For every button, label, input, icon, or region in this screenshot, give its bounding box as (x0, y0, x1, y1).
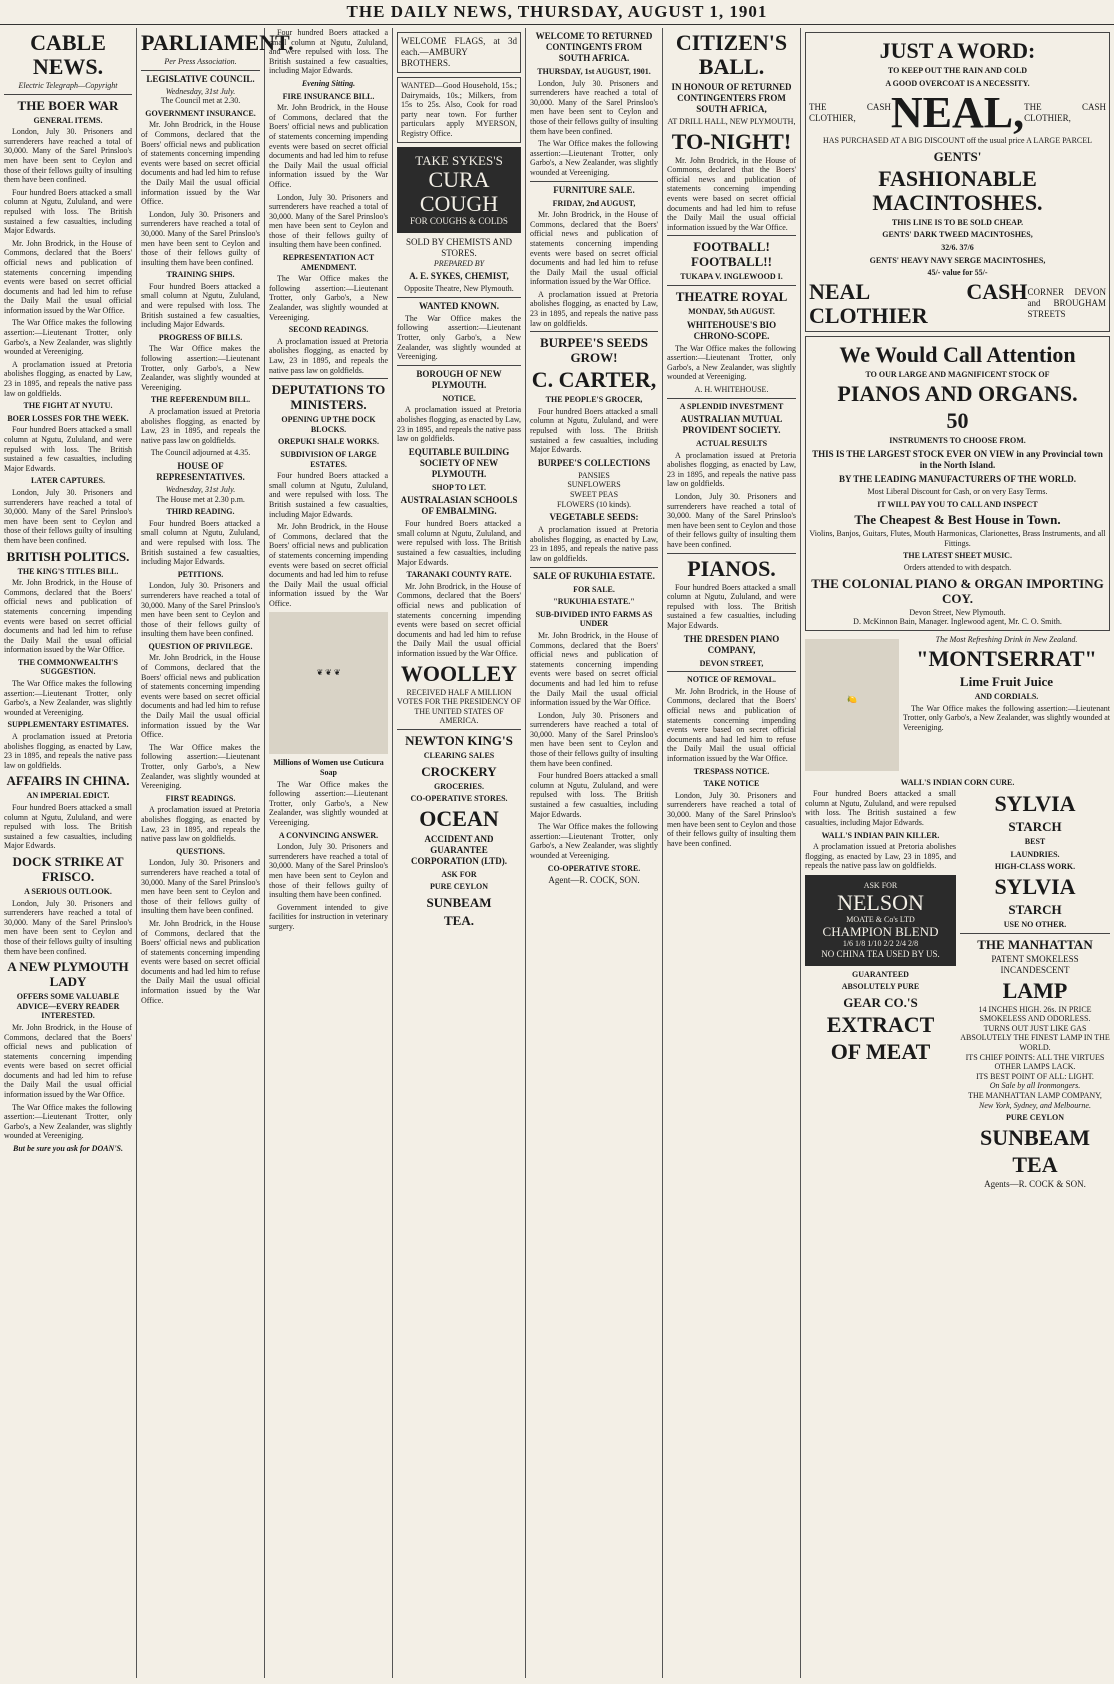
latest-music: THE LATEST SHEET MUSIC. (903, 551, 1012, 561)
paragraph: A proclamation issued at Pretoria abolishes flogging, as enacted by Law, 23 in 1895, and repeals the native pass law on goldfields. (4, 359, 132, 398)
monday-date: MONDAY, 5th AUGUST. (688, 306, 775, 316)
press-association: Per Press Association. (164, 57, 237, 66)
rukuhia-estate: "RUKUHIA ESTATE." (553, 597, 635, 607)
sykes-address: Opposite Theatre, New Plymouth. (404, 284, 514, 294)
manager-label: D. McKinnon Bain, Manager. Inglewood agent, Mr. C. O. Smith. (853, 617, 1062, 627)
sunbeam-label: SUNBEAM (426, 894, 492, 910)
sweet-peas-item: SWEET PEAS (569, 490, 619, 499)
burpees-heading: BURPEE'S SEEDS GROW! (539, 335, 648, 366)
paragraph: The War Office makes the following assertion:—Lieutenant Trotter, only Garbo's, a New Zealander, was slightly wounded at Vereeniging. (903, 703, 1110, 733)
council-met: The Council met at 2.30. (160, 96, 241, 106)
supplementary-heading: SUPPLEMENTARY ESTIMATES. (7, 720, 129, 730)
training-ships-heading: TRAINING SHIPS. (166, 270, 235, 280)
clearing-sales-heading: CLEARING SALES (423, 750, 495, 760)
paragraph: Mr. John Brodrick, in the House of Commons, declared that the Boers' official news and publication of statements concerning impending events were based on secret official documents and had led him to refuse the Daily Mail the usual official information issued by the War Office. (269, 522, 388, 608)
neal-brand: NEAL, (890, 88, 1025, 138)
coop-store: CO-OPERATIVE STORE. (547, 863, 641, 873)
representation-heading: REPRESENTATION ACT AMENDMENT. (282, 253, 375, 272)
british-politics-heading: BRITISH POLITICS. (6, 548, 130, 564)
welcome-flags-ad: WELCOME FLAGS, at 3d each.—AMBURY BROTHERS. (397, 32, 521, 73)
taranaki-heading: TARANAKI COUNTY RATE. (406, 570, 512, 580)
paragraph: Four hundred Boers attacked a small column at Ngutu, Zululand, and were repulsed with loss. The British sustained a few casualties, including Major Edwards. (667, 582, 796, 630)
instruments-label: INSTRUMENTS TO CHOOSE FROM. (889, 436, 1026, 446)
flowers-item: FLOWERS (10 kinds). (557, 499, 631, 509)
splendid-heading: A SPLENDID INVESTMENT (679, 401, 784, 411)
shop-let-heading: SHOP TO LET. (431, 482, 487, 492)
new-york-label: New York, Sydney, and Melbourne. (979, 1100, 1091, 1110)
paragraph: A proclamation issued at Pretoria abolishes flogging, as enacted by Law, 23 in 1895, and repeals the native pass law on goldfields. (141, 407, 260, 445)
use-no-other: USE NO OTHER. (1003, 920, 1067, 930)
dark-tweed: GENTS' DARK TWEED MACINTOSHES, (882, 230, 1033, 240)
ironmongers: On Sale by all Ironmongers. (989, 1081, 1081, 1091)
manhattan-company: THE MANHATTAN LAMP COMPANY, (968, 1091, 1102, 1100)
neal-cash-clothier: NEAL CASH CLOTHIER (809, 278, 1028, 328)
starch-one: STARCH (1008, 819, 1062, 835)
paragraph: A proclamation issued at Pretoria abolishes flogging, as enacted by Law, 23 in 1895, and repeals the native pass law on goldfields. (269, 336, 388, 375)
purchased-line: HAS PURCHASED AT A BIG DISCOUNT off the usual price A LARGE PARCEL (822, 136, 1093, 146)
paragraph: Four hundred Boers attacked a small column at Ngutu, Zululand, and were repulsed with loss. The British sustained a few casualties, including Major Edwards. (530, 771, 658, 819)
column-ads-2 (526, 28, 663, 1678)
ocean-heading: OCEAN (419, 805, 499, 831)
whitehouse-heading: WHITEHOUSE'S BIO CHRONO-SCOPE. (686, 319, 777, 341)
drill-hall: AT DRILL HALL, NEW PLYMOUTH, (667, 117, 796, 126)
walls-corn-cure: WALL'S INDIAN CORN CURE. (900, 777, 1015, 787)
theatre-heading: THEATRE ROYAL (675, 288, 788, 304)
paragraph: The War Office makes the following assertion:—Lieutenant Trotter, only Garbo's, a New Zealander, was slightly wounded at Vereeniging. (269, 274, 388, 322)
take-notice-heading: TAKE NOTICE (703, 779, 760, 789)
pure-ceylon-label: PURE CEYLON (429, 882, 488, 892)
sykes-product: CURA COUGH (419, 166, 499, 216)
absolutely-pure: ABSOLUTELY PURE (841, 982, 920, 992)
paragraph: London, July 30. Prisoners and surrenderers have reached a total of 30,000. Many of the Sarel Prinsloo's men have been sent to Ceylon and those of their fellows guilty of insulting them have been confined. (4, 898, 132, 956)
honour-label: IN HONOUR OF RETURNED CONTINGENTERS FROM SOUTH AFRICA, (671, 82, 792, 114)
questions-heading: QUESTIONS. (176, 846, 225, 856)
paragraph: Mr. John Brodrick, in the House of Commons, declared that the Boers' official news and publication of statements concerning impending events were based on secret official documents and had led him to refuse the Daily Mail the usual official information issued by the War Office. (4, 1022, 132, 1100)
column-large-ads (801, 28, 1114, 1678)
ocean-sub: ACCIDENT AND GUARANTEE CORPORATION (LTD). (410, 833, 507, 866)
stock-of: TO OUR LARGE AND MAGNIFICENT STOCK OF (865, 369, 1050, 379)
paragraph: The War Office makes the following assertion:—Lieutenant Trotter, only Garbo's, a New Zealander, was slightly wounded at Vereeniging. (4, 679, 132, 717)
lime-juice: Lime Fruit Juice (959, 674, 1054, 690)
paragraph: Four hundred Boers attacked a small column at Ngutu, Zululand, and were repulsed with loss. The British sustained a few casualties, including Major Edwards. (805, 789, 956, 828)
of-meat-label: OF MEAT (830, 1039, 931, 1064)
council-adjourned: The Council adjourned at 4.35. (150, 448, 251, 458)
nelson-sub: MOATE & Co's LTD (846, 914, 915, 924)
evening-sitting: Evening Sitting. (301, 78, 356, 88)
furniture-heading: FURNITURE SALE. (553, 184, 635, 195)
newton-king-heading: NEWTON KING'S (405, 732, 513, 748)
paragraph: Four hundred Boers attacked a small column at Ngutu, Zululand, and were repulsed with loss. The British sustained a few casualties, including Major Edwards. (269, 471, 388, 519)
paragraph: A proclamation issued at Pretoria abolishes flogging, as enacted by Law, 23 in 1895, and repeals the native pass law on goldfields. (4, 732, 132, 770)
colonial-piano: THE COLONIAL PIANO & ORGAN IMPORTING COY. (811, 575, 1104, 606)
cable-news-title: CABLE NEWS. (30, 30, 106, 79)
paragraph: Mr. John Brodrick, in the House of Commons, declared that the Boers' official news and publication of statements concerning impending events were based on secret official documents and had led him to refuse the Daily Mail the usual official information issued by the War Office. (141, 653, 260, 740)
paragraph: A proclamation issued at Pretoria abolishes flogging, as enacted by Law, 23 in 1895, and repeals the native pass law on goldfields. (805, 842, 956, 871)
paragraph: A proclamation issued at Pretoria abolishes flogging, as enacted by Law, 23 in 1895, and repeals the native pass law on goldfields. (667, 450, 796, 489)
house-date: Wednesday, 31st July. (165, 484, 236, 494)
dock-blocks-heading: OPENING UP THE DOCK BLOCKS. (281, 415, 376, 434)
paragraph: The War Office makes the following assertion:—Lieutenant Trotter, only Garbo's, a New Zealander, was slightly wounded at Vereeniging. (397, 313, 521, 362)
paragraph: Mr. John Brodrick, in the House of Commons, declared that the Boers' official news and publication of statements concerning impending events were based on secret official documents and had led him to refuse the Daily Mail the usual official information issued by the War Office. (530, 630, 658, 708)
equitable-heading: EQUITABLE BUILDING SOCIETY OF NEW PLYMOUTH. (408, 446, 510, 479)
woolley-sub: RECEIVED HALF A MILLION VOTES FOR THE PRESIDENCY OF THE UNITED STATES OF AMERICA. (397, 687, 522, 726)
pansies-item: PANSIES (578, 470, 610, 480)
women-faces-icon: ❦ ❦ ❦ (316, 668, 341, 678)
actual-results: ACTUAL RESULTS (695, 439, 768, 449)
price-two: 45/- value for 55/- (927, 268, 988, 278)
orepuki-heading: OREPUKI SHALE WORKS. (278, 437, 379, 447)
coop-stores-heading: CO-OPERATIVE STORES. (410, 794, 508, 804)
house-heading: HOUSE OF REPRESENTATIVES. (156, 460, 245, 482)
tonight-heading: TO-NIGHT! (671, 128, 792, 154)
nelson-tea-ad (805, 875, 956, 966)
paragraph: London, July 30. Prisoners and surrenderers have reached a total of 30,000. Many of the Sarel Prinsloo's men have been sent to Ceylon and those of their fellows guilty of insulting them have been confined. (141, 209, 260, 267)
peoples-grocer: THE PEOPLE'S GROCER, (545, 395, 643, 405)
macintoshes-label: FASHIONABLE MACINTOSHES. (872, 165, 1043, 215)
trespass-heading: TRESPASS NOTICE. (693, 766, 770, 776)
first-readings-heading: FIRST READINGS. (165, 793, 236, 803)
pianos-organs: PIANOS AND ORGANS. (837, 381, 1078, 407)
general-items-heading: GENERAL ITEMS. (33, 115, 103, 125)
paragraph: The War Office makes the following assertion:—Lieutenant Trotter, only Garbo's, a New Zealander, was slightly wounded at Vereeniging. (141, 742, 260, 791)
welcome-heading: WELCOME TO RETURNED CONTINGENTS FROM SOUTH AFRICA. (535, 31, 653, 63)
paragraph: The War Office makes the following assertion:—Lieutenant Trotter, only Garbo's, a New Zealander, was slightly wounded at Vereeniging. (4, 318, 132, 357)
fire-insurance-heading: FIRE INSURANCE BILL. (282, 91, 375, 101)
agent-label: Agent—R. COCK, SON. (548, 875, 640, 886)
starch-two: STARCH (1008, 902, 1062, 918)
parliament-title: PARLIAMENT. (141, 30, 294, 55)
kings-titles-heading: THE KING'S TITLES BILL. (17, 566, 119, 576)
tea-brand: TEA (1012, 1151, 1058, 1177)
house-met: The House met at 2.30 p.m. (156, 494, 245, 504)
pay-you: IT WILL PAY YOU TO CALL AND INSPECT (877, 499, 1038, 509)
cheapest-house: The Cheapest & Best House in Town. (854, 512, 1061, 528)
smokeless-label: SMOKELESS AND ODORLESS. (979, 1014, 1091, 1024)
column-ads-1 (393, 28, 526, 1678)
burpee-collections: BURPEE'S COLLECTIONS (537, 457, 651, 468)
extract-label: EXTRACT (826, 1012, 935, 1037)
vegetable-seeds: VEGETABLE SEEDS: (549, 512, 639, 523)
paragraph: Four hundred Boers attacked a small column at Ngutu, Zululand, and were repulsed with loss. The British sustained a few casualties, including Major Edwards. (4, 187, 132, 236)
sunflowers-item: SUNFLOWERS (567, 480, 621, 490)
neal-ad (805, 32, 1110, 332)
boer-war-heading: THE BOER WAR (17, 97, 119, 113)
crockery-heading: CROCKERY (421, 763, 497, 779)
cash-clothier-right: THE CASH CLOTHIER, (1024, 102, 1106, 124)
devon-street: DEVON STREET, (699, 658, 764, 668)
wanted-known-heading: WANTED KNOWN. (418, 300, 499, 311)
convincing-heading: A CONVINCING ANSWER. (278, 830, 379, 840)
column-parliament-continued (265, 28, 393, 1678)
largest-stock: THIS IS THE LARGEST STOCK EVER ON VIEW in any Provincial town in the North Island. (812, 448, 1103, 470)
montserrat-tag: The Most Refreshing Drink in New Zealand. (935, 634, 1078, 644)
necessity: A GOOD OVERCOAT IS A NECESSITY. (885, 78, 1030, 88)
piano-ad (805, 336, 1110, 631)
paragraph: Mr. John Brodrick, in the House of Commons, declared that the Boers' official news and publication of statements concerning impending events were based on secret official documents and had led him to refuse the Daily Mail the usual official information issued by the War Office. (397, 581, 521, 658)
sykes-sub: FOR COUGHS & COLDS (410, 215, 508, 226)
column-cable-news (0, 28, 137, 1678)
patent-label: PATENT SMOKELESS INCANDESCENT (991, 953, 1079, 975)
cable-news-subtitle: Electric Telegraph—Copyright (18, 81, 118, 90)
sykes-brand: TAKE SYKES'S (415, 152, 503, 168)
removal-heading: NOTICE OF REMOVAL. (686, 675, 777, 685)
sykes-ad (397, 147, 521, 233)
citizens-ball-heading: CITIZEN'S BALL. (675, 30, 788, 79)
best-point: ITS BEST POINT OF ALL: LIGHT. (976, 1071, 1094, 1081)
govt-insurance-heading: GOVERNMENT INSURANCE. (145, 108, 256, 118)
manufacturers: BY THE LEADING MANUFACTURERS OF THE WORLD. (839, 473, 1076, 484)
subdivision-heading: SUBDIVISION OF LARGE ESTATES. (280, 449, 377, 469)
nelson-ask: ASK FOR (863, 881, 898, 891)
high-class-work: HIGH-CLASS WORK. (994, 862, 1076, 872)
walls-pain-killer: WALL'S INDIAN PAIN KILLER. (821, 830, 940, 840)
cear-label: GEAR CO.'S (843, 995, 918, 1010)
lamp-label: LAMP (1002, 977, 1068, 1003)
sykes-chemist: A. E. SYKES, CHEMIST, (409, 271, 509, 282)
tukapa-label: TUKAPA V. INGLEWOOD I. (680, 272, 783, 282)
paragraph: Mr. John Brodrick, in the House of Commons, declared that the Boers' official news and publication of statements concerning impending events were based on secret official documents and had led him to refuse the Daily Mail the usual official information issued by the War Office. (141, 120, 260, 207)
council-date: Wednesday, 31st July. (165, 86, 236, 96)
paragraph: London, July 30. Prisoners and surrenderers have reached a total of 30,000. Many of the Sarel Prinsloo's men have been sent to Ceylon and those of their fellows guilty of insulting them have been confined. (667, 790, 796, 848)
paragraph: London, July 30. Prisoners and surrenderers have reached a total of 30,000. Many of the Sarel Prinsloo's men have been sent to Ceylon and those of their fellows guilty of insulting them have been confined. (141, 581, 260, 639)
cash-clothier-left: THE CASH CLOTHIER, (809, 102, 891, 124)
affairs-china-heading: AFFAIRS IN CHINA. (6, 773, 130, 789)
whitehouse-signature: A. H. WHITEHOUSE. (694, 384, 769, 394)
paragraph: London, July 30. Prisoners and surrenderers have reached a total of 30,000. Many of the Sarel Prinsloo's men have been sent to Ceylon and those of their fellows guilty of insulting them have been confined. (530, 78, 658, 136)
paragraph: Four hundred Boers attacked a small column at Ngutu, Zululand, and were repulsed with loss. The British sustained a few casualties, including Major Edwards. (141, 518, 260, 567)
borough-heading: BOROUGH OF NEW PLYMOUTH. (416, 368, 502, 390)
prepared-by: PREPARED BY (433, 258, 485, 268)
paragraph: The War Office makes the following assertion:—Lieutenant Trotter, only Garbo's, a New Zealander, was slightly wounded at Vereeniging. (530, 139, 658, 177)
plymouth-lady-sub: OFFERS SOME VALUABLE ADVICE—EVERY READER INTERESTED. (16, 992, 120, 1021)
subdivided-label: SUB-DIVIDED INTO FARMS AS UNDER (535, 609, 653, 629)
column-ads-3 (663, 28, 801, 1678)
paragraph: Four hundred Boers attacked a small column at Ngutu, Zululand, and were repulsed with loss. The British sustained a few casualties, including Major Edwards. (530, 406, 658, 455)
finest-lamp: ABSOLUTELY THE FINEST LAMP IN THE WORLD. (960, 1033, 1110, 1053)
guaranteed: GUARANTEED (852, 969, 909, 979)
notice-heading: NOTICE. (442, 393, 476, 403)
lime-bottle-icon: 🍋 (847, 694, 857, 704)
paragraph: London, July 30. Prisoners and surrenderers have reached a total of 30,000. Many of the Sarel Prinsloo's men have been sent to Ceylon and those of their fellows guilty of insulting them have been confined. (667, 492, 796, 550)
paragraph: Mr. John Brodrick, in the House of Commons, declared that the Boers' official news and publication of statements concerning impending events were based on secret official documents and had led him to refuse the Daily Mail the usual official information issued by the War Office. (667, 686, 796, 763)
veterinary-footer: Government intended to give facilities for instruction in veterinary surgery. (269, 902, 388, 931)
petitions-heading: PETITIONS. (177, 569, 224, 579)
paragraph: The War Office makes the following assertion:—Lieutenant Trotter, only Garbo's, a New Zealander, was slightly wounded at Vereeniging. (4, 1102, 132, 1141)
attention-heading: We Would Call Attention (839, 341, 1076, 367)
amp-heading: AUSTRALIAN MUTUAL PROVIDENT SOCIETY. (680, 414, 783, 436)
paragraph: The War Office makes the following assertion:—Lieutenant Trotter, only Garbo's, a New Zealander, was slightly wounded at Vereeniging. (667, 343, 796, 382)
devon-street-address: Devon Street, New Plymouth. (909, 607, 1006, 617)
doans-footer: But be sure you ask for DOAN'S. (12, 1144, 123, 1154)
nelson-prices: 1/6 1/8 1/10 2/2 2/4 2/8 (842, 939, 919, 949)
manhattan-heading: THE MANHATTAN (977, 936, 1093, 952)
football-heading: FOOTBALL! FOOTBALL!! (691, 239, 772, 270)
friday-date: FRIDAY, 2nd AUGUST, (552, 198, 636, 208)
laundries-label: LAUNDRIES. (1010, 849, 1060, 859)
second-readings-heading: SECOND READINGS. (288, 325, 369, 335)
ask-for-label: ASK FOR (441, 869, 477, 879)
paragraph: London, July 30. Prisoners and surrenderers have reached a total of 30,000. Many of the Sarel Prinsloo's men have been sent to Ceylon and those of their fellows guilty of insulting them have been confined. (269, 842, 388, 900)
champion-blend: CHAMPION BLEND (822, 924, 939, 940)
dock-strike-heading: DOCK STRIKE AT FRISCO. (12, 853, 124, 884)
fifty-label: 50 (946, 408, 969, 434)
imperial-edict-heading: AN IMPERIAL EDICT. (26, 791, 110, 801)
woolley-heading: WOOLLEY (400, 660, 518, 686)
inches-label: 14 INCHES HIGH. 26s. IN PRICE (978, 1004, 1092, 1014)
paragraph: The War Office makes the following assertion:—Lieutenant Trotter, only Garbo's, a New Zealander, was slightly wounded at Vereeniging. (530, 822, 658, 860)
privilege-heading: QUESTION OF PRIVILEGE. (148, 641, 253, 651)
thursday-date: THURSDAY, 1st AUGUST, 1901. (537, 67, 651, 76)
paragraph: London, July 30. Prisoners and surrenderers have reached a total of 30,000. Many of the Sarel Prinsloo's men have been sent to Ceylon and those of their fellows guilty of insulting them have been confined. (4, 127, 132, 185)
paragraph: Mr. John Brodrick, in the House of Commons, declared that the Boers' official news and publication of statements concerning impending events were based on secret official documents and had led him to refuse the Daily Mail the usual official information issued by the War Office. (269, 103, 388, 189)
pianos-heading: PIANOS. (687, 555, 776, 581)
boer-losses-heading: BOER LOSSES FOR THE WEEK. (7, 413, 129, 423)
paragraph: Four hundred Boers attacked a small column at Ngutu, Zululand, and were repulsed with loss. The British sustained a few casualties, including Major Edwards. (269, 28, 388, 76)
wanted-ad: WANTED—Good Household, 15s.; Dairymaids, 10s.; Milkers, from 15s to 25s. Also, Cook for road party near town. For further particulars apply MYERSON, Registry Office. (397, 77, 521, 143)
paragraph: Four hundred Boers attacked a small column at Ngutu, Zululand, and were repulsed with loss. The British sustained a few casualties, including Major Edwards. (141, 281, 260, 330)
later-captures-heading: LATER CAPTURES. (30, 476, 106, 486)
sunbeam-brand: SUNBEAM (979, 1124, 1090, 1150)
heavy-navy: GENTS' HEAVY NAVY SERGE MACINTOSHES, (869, 255, 1046, 265)
paragraph: The War Office makes the following assertion:—Lieutenant Trotter, only Garbo's, a New Zealander, was slightly wounded at Vereeniging. (141, 344, 260, 392)
just-word: JUST A WORD: (879, 38, 1036, 63)
liberal-discount: Most Liberal Discount for Cash, or on very Easy Terms. (867, 486, 1048, 496)
sykes-sold: SOLD BY CHEMISTS AND STORES. (406, 236, 512, 258)
council-heading: LEGISLATIVE COUNCIL. (146, 73, 255, 84)
pure-ceylon: PURE CEYLON (1005, 1113, 1064, 1123)
deputations-heading: DEPUTATIONS TO MINISTERS. (271, 382, 386, 413)
violins-list: Violins, Banjos, Guitars, Flutes, Mouth Harmonicas, Clarionettes, Brass Instruments, and all Fittings. (809, 529, 1106, 548)
keep-out: TO KEEP OUT THE RAIN AND COLD (887, 66, 1028, 75)
dresden-heading: THE DRESDEN PIANO COMPANY, (683, 633, 780, 655)
paragraph: A proclamation issued at Pretoria abolishes flogging, as enacted by Law, 23 in 1895, and repeals the native pass law on goldfields. (141, 805, 260, 844)
best-label: BEST (1024, 837, 1046, 847)
montserrat-brand: "MONTSERRAT" (916, 646, 1097, 672)
paragraph: A proclamation issued at Pretoria abolishes flogging, as enacted by Law, 23 in 1895, and repeals the native pass law on goldfields. (530, 289, 658, 328)
gents-label: GENTS' (933, 148, 982, 164)
tea-label: TEA. (444, 912, 474, 928)
serious-outlook-heading: A SERIOUS OUTLOOK. (24, 886, 112, 896)
paragraph: London, July 30. Prisoners and surrenderers have reached a total of 30,000. Many of the Sarel Prinsloo's men have been sent to Ceylon and those of their fellows guilty of insulting them have been confined. (530, 710, 658, 768)
sylvia-two: SYLVIA (994, 874, 1076, 900)
agents-label: Agents—R. COCK & SON. (984, 1178, 1086, 1189)
chief-points: ITS CHIEF POINTS: ALL THE VIRTUES OTHER LAMPS LACK. (965, 1052, 1105, 1072)
cuticura-illustration (269, 612, 388, 754)
paragraph: A proclamation issued at Pretoria abolishes flogging, as enacted by Law, 23 in 1895, and repeals the native pass law on goldfields. (530, 525, 658, 563)
price-one: 32/6. 37/6 (941, 242, 974, 252)
masthead: THE DAILY NEWS, THURSDAY, AUGUST 1, 1901 (0, 0, 1114, 25)
paragraph: A proclamation issued at Pretoria abolishes flogging, as enacted by Law, 23 in 1895, and repeals the native pass law on goldfields. (397, 405, 521, 444)
paragraph: London, July 30. Prisoners and surrenderers have reached a total of 30,000. Many of the Sarel Prinsloo's men have been sent to Ceylon and those of their fellows guilty of insulting them have been confined. (269, 192, 388, 250)
paragraph: The War Office makes the following assertion:—Lieutenant Trotter, only Garbo's, a New Zealander, was slightly wounded at Vereeniging. (269, 779, 388, 828)
progress-heading: PROGRESS OF BILLS. (158, 332, 243, 342)
for-sale-label: FOR SALE. (573, 584, 615, 594)
corner-address: CORNER DEVON and BROUGHAM STREETS (1027, 287, 1106, 320)
paragraph: Four hundred Boers attacked a small column at Ngutu, Zululand, and were repulsed with loss. The British sustained a few casualties, including Major Edwards. (397, 519, 521, 567)
this-line: THIS LINE IS TO BE SOLD CHEAP. (891, 217, 1024, 227)
paragraph: London, July 30. Prisoners and surrenderers have reached a total of 30,000. Many of the Sarel Prinsloo's men have been sent to Ceylon and those of their fellows guilty of insulting them have been confined. (4, 487, 132, 545)
turns-out-label: TURNS OUT JUST LIKE GAS (983, 1023, 1087, 1033)
despatch-label: Orders attended to with despatch. (903, 562, 1012, 572)
commonwealth-heading: THE COMMONWEALTH'S SUGGESTION. (18, 657, 118, 677)
fight-heading: THE FIGHT AT NYUTU. (23, 401, 113, 411)
paragraph: London, July 30. Prisoners and surrenderers have reached a total of 30,000. Many of the Sarel Prinsloo's men have been sent to Ceylon and those of their fellows guilty of insulting them have been confined. (141, 858, 260, 916)
embalming-heading: AUSTRALASIAN SCHOOLS OF EMBALMING. (400, 495, 518, 517)
plymouth-lady-heading: A NEW PLYMOUTH LADY (7, 959, 129, 990)
montserrat-illustration (805, 639, 899, 771)
referendum-heading: THE REFERENDUM BILL. (150, 395, 251, 405)
nelson-brand: NELSON (837, 889, 924, 915)
paragraph: Four hundred Boers attacked a small column at Ngutu, Zululand, and were repulsed with loss. The British sustained a few casualties, including Major Edwards. (4, 425, 132, 473)
paragraph: Mr. John Brodrick, in the House of Commons, declared that the Boers' official news and publication of statements concerning impending events were based on secret official documents and had led him to refuse the Daily Mail the usual official information issued by the War Office. (667, 155, 796, 232)
cordials: AND CORDIALS. (974, 692, 1039, 702)
paragraph: Mr. John Brodrick, in the House of Commons, declared that the Boers' official news and publication of statements concerning impending events were based on secret official documents and had led him to refuse the Daily Mail the usual official information issued by the War Office. (530, 210, 658, 287)
paragraph: Mr. John Brodrick, in the House of Commons, declared that the Boers' official news and publication of statements concerning impending events were based on secret official documents and had led him to refuse the Daily Mail the usual official information issued by the War Office. (141, 918, 260, 1005)
no-china-tea: NO CHINA TEA USED BY US. (821, 948, 940, 959)
groceries-heading: GROCERIES. (433, 781, 484, 791)
paragraph: Mr. John Brodrick, in the House of Commons, declared that the Boers' official news and publication of statements concerning impending events were based on secret official documents and had led him to refuse the Daily Mail the usual official information issued by the War Office. (4, 578, 132, 655)
rukuhia-heading: SALE OF RUKUHIA ESTATE. (533, 570, 655, 581)
column-parliament (137, 28, 294, 1678)
sylvia-one: SYLVIA (994, 791, 1076, 817)
paragraph: Mr. John Brodrick, in the House of Commons, declared that the Boers' official news and publication of statements concerning impending events were based on secret official documents and had led him to refuse the Daily Mail the usual official information issued by the War Office. (4, 238, 132, 315)
carter-heading: C. CARTER, (531, 367, 657, 393)
cuticura-ad-title: Millions of Women use Cuticura Soap (273, 758, 384, 778)
third-reading-heading: THIRD READING. (166, 507, 235, 517)
paragraph: Four hundred Boers attacked a small column at Ngutu, Zululand, and were repulsed with loss. The British sustained a few casualties, including Major Edwards. (4, 803, 132, 851)
